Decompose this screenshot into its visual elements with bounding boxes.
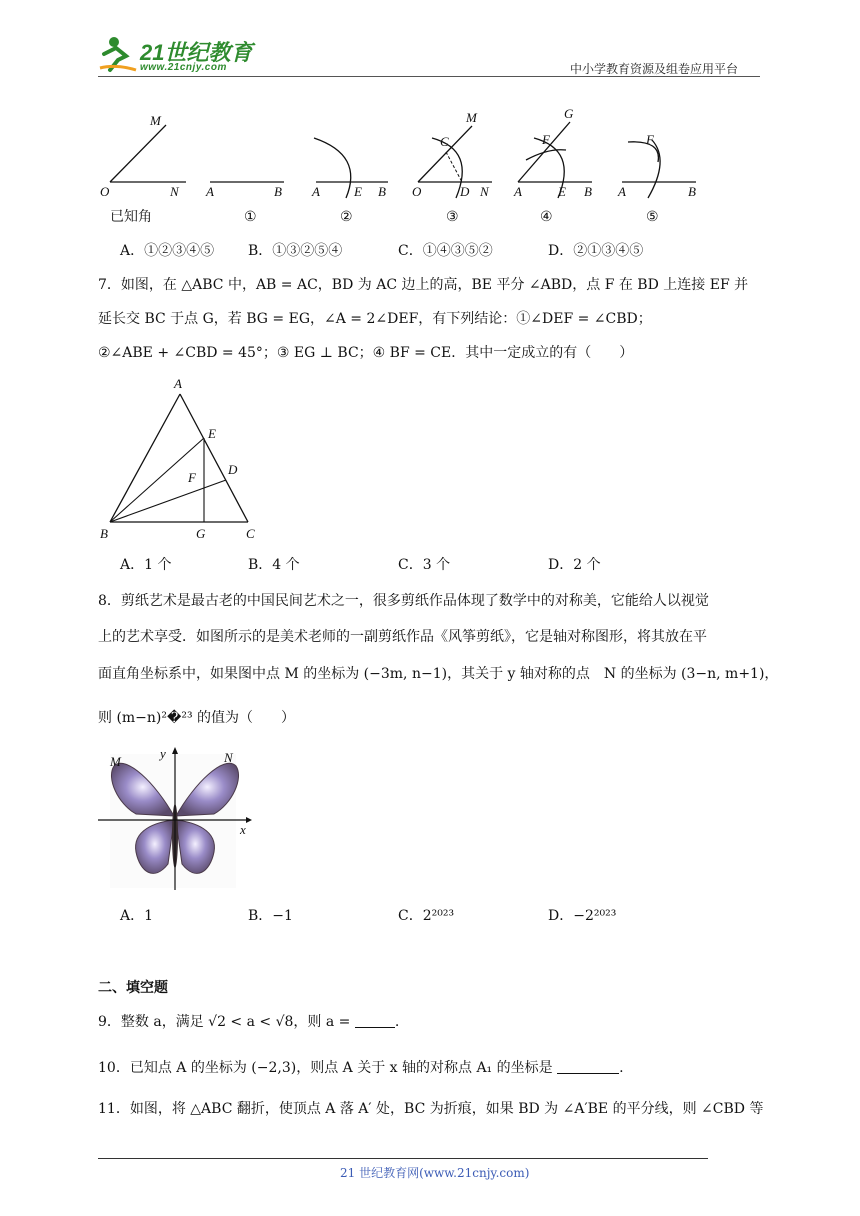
q6-option-c[interactable]: C．①④③⑤② (398, 243, 493, 259)
q8-text-line-4: 则 (m−n)²�²³ 的值为（ ） (98, 710, 296, 726)
label-G: G (564, 106, 574, 121)
label-A: A (514, 184, 522, 199)
angle-construction-figure (96, 100, 716, 200)
label-D: D (460, 184, 470, 199)
q8-option-b[interactable]: B．−1 (248, 908, 293, 924)
label-C: C (440, 134, 449, 149)
caption-step-2: ② (340, 209, 353, 225)
label-N: N (480, 184, 489, 199)
figure-step-2 (311, 138, 388, 199)
q7-option-b[interactable]: B．4 个 (248, 557, 300, 573)
caption-step-1: ① (244, 209, 257, 225)
q6-option-d[interactable]: D．②①③④⑤ (548, 243, 644, 259)
figure-given-angle (100, 113, 186, 199)
label-F: F (188, 470, 196, 485)
label-A: A (174, 376, 182, 391)
triangle-figure (96, 372, 266, 544)
label-x-axis: x (240, 822, 246, 837)
figure-step-4 (513, 106, 592, 199)
q9-answer-blank[interactable] (355, 1013, 395, 1028)
q10-answer-blank[interactable] (557, 1059, 619, 1074)
label-B: B (100, 526, 108, 541)
q7-option-c[interactable]: C．3 个 (398, 557, 451, 573)
site-logo (96, 34, 266, 76)
footer-divider (98, 1158, 708, 1159)
q9-text: 9．整数 a，满足 √2 < a < √8，则 a = (98, 1014, 351, 1030)
header-right-text: 中小学教育资源及组卷应用平台 (570, 62, 739, 76)
figure-step-5 (617, 132, 696, 199)
label-M: M (466, 110, 477, 125)
label-B: B (584, 184, 592, 199)
figure-step-1 (205, 182, 284, 199)
label-N: N (170, 184, 179, 199)
label-C: C (246, 526, 255, 541)
q7-text-line-2: 延长交 BC 于点 G，若 BG = EG，∠A = 2∠DEF，有下列结论：①∠DEF = ∠CBD； (98, 311, 652, 327)
label-E: E (558, 184, 566, 199)
label-G: G (196, 526, 206, 541)
q8-option-d[interactable]: D．−2²⁰²³ (548, 908, 617, 924)
q8-option-a[interactable]: A．1 (120, 908, 154, 924)
label-y-axis: y (160, 746, 166, 761)
q7-option-d[interactable]: D．2 个 (548, 557, 601, 573)
label-B: B (688, 184, 696, 199)
caption-step-4: ④ (540, 209, 553, 225)
label-B: B (274, 184, 282, 199)
q8-text-line-2: 上的艺术享受．如图所示的是美术老师的一副剪纸作品《风筝剪纸》，它是轴对称图形，将其放在平 (98, 629, 707, 645)
section-2-title: 二、填空题 (98, 980, 168, 996)
footer-text[interactable]: 21 世纪教育网(www.21cnjy.com) (340, 1166, 530, 1180)
butterfly-figure (96, 744, 256, 892)
label-E: E (354, 184, 362, 199)
label-O: O (412, 184, 422, 199)
label-N: N (224, 750, 233, 765)
label-F: F (542, 132, 550, 147)
q8-text-line-1: 8．剪纸艺术是最古老的中国民间艺术之一，很多剪纸作品体现了数学中的对称美，它能给人以视觉 (98, 593, 709, 609)
caption-step-5: ⑤ (646, 209, 659, 225)
q7-text-line-3: ②∠ABE + ∠CBD = 45°；③ EG ⊥ BC；④ BF = CE．其中一定成立的有（ ） (98, 345, 634, 361)
q7-option-a[interactable]: A．1 个 (120, 557, 172, 573)
label-F: F (646, 132, 654, 147)
header-divider (98, 76, 760, 77)
figure-step-3 (412, 110, 492, 199)
q6-option-b[interactable]: B．①③②⑤④ (248, 243, 343, 259)
q9-line: 9．整数 a，满足 √2 < a < √8，则 a = . (98, 1014, 400, 1030)
label-E: E (208, 426, 216, 441)
q10-line: 10．已知点 A 的坐标为 (−2,3)，则点 A 关于 x 轴的对称点 A₁ 的坐标是 . (98, 1060, 624, 1076)
q7-text-line-1: 7．如图，在 △ABC 中，AB = AC，BD 为 AC 边上的高，BE 平分 ∠ABD，点 F 在 BD 上连接 EF 并 (98, 277, 749, 293)
label-O: O (100, 184, 110, 199)
label-A: A (618, 184, 626, 199)
label-M: M (110, 754, 121, 769)
label-A: A (206, 184, 214, 199)
caption-step-3: ③ (446, 209, 459, 225)
caption-given-angle: 已知角 (110, 209, 152, 225)
q10-text: 10．已知点 A 的坐标为 (−2,3)，则点 A 关于 x 轴的对称点 A₁ 的坐标是 (98, 1060, 553, 1076)
label-D: D (228, 462, 238, 477)
q8-option-c[interactable]: C．2²⁰²³ (398, 908, 455, 924)
label-B: B (378, 184, 386, 199)
label-M: M (150, 113, 161, 128)
logo-main-text: 21世纪教育 (140, 40, 253, 65)
label-A: A (312, 184, 320, 199)
q6-option-a[interactable]: A．①②③④⑤ (120, 243, 215, 259)
q11-text: 11．如图，将 △ABC 翻折，使顶点 A 落 A′ 处，BC 为折痕，如果 BD 为 ∠A′BE 的平分线，则 ∠CBD 等 (98, 1101, 764, 1117)
q8-text-line-3: 面直角坐标系中，如果图中点 M 的坐标为 (−3m, n−1)，其关于 y 轴对称的点 N 的坐标为 (3−n, m+1)， (98, 666, 779, 682)
logo-url-text: www.21cnjy.com (140, 62, 227, 73)
